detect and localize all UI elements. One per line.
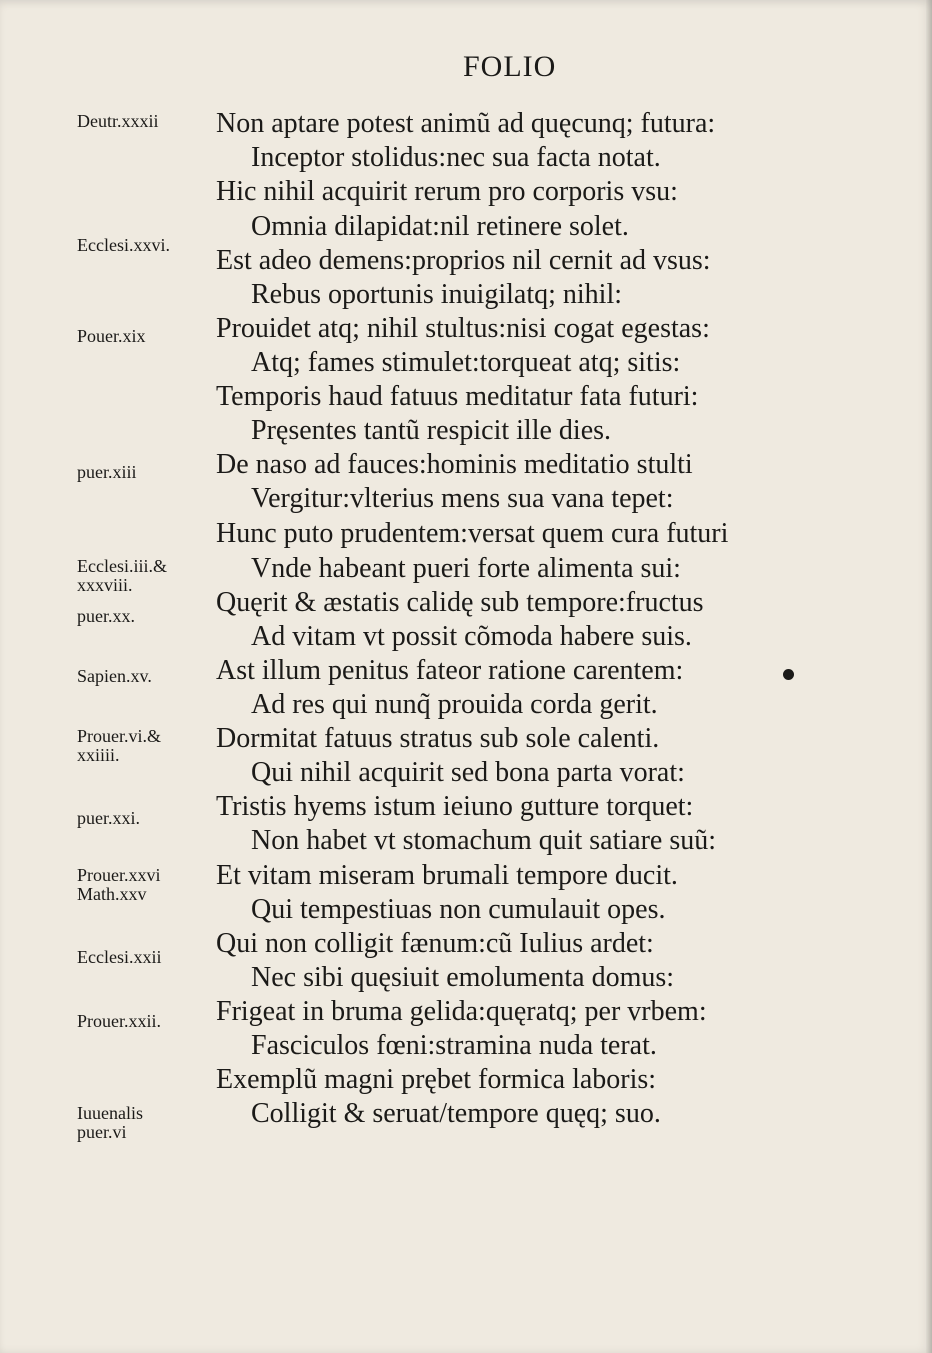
verse-line: Atq; fames stimulet:torqueat atq; sitis: xyxy=(251,347,681,378)
verse-line: Omnia dilapidat:nil retinere solet. xyxy=(251,211,629,242)
verse-line: Frigeat in bruma gelida:quęratq; per vrbem: xyxy=(216,996,707,1027)
verse-line: Pręsentes tantũ respicit ille dies. xyxy=(251,415,612,446)
verse-line: Temporis haud fatuus meditatur fata futuri: xyxy=(216,381,699,412)
verse-line: Nec sibi quęsiuit emolumenta domus: xyxy=(251,962,675,993)
page-edge-shadow xyxy=(926,0,932,1353)
verse-line: Hic nihil acquirit rerum pro corporis vsu: xyxy=(216,176,678,207)
margin-note: Prouer.xxvi Math.xxv xyxy=(77,865,161,904)
verse-line: Dormitat fatuus stratus sub sole calenti. xyxy=(216,723,660,754)
verse-line: Inceptor stolidus:nec sua facta notat. xyxy=(251,142,661,173)
verse-line: Fasciculos fœni:stramina nuda terat. xyxy=(251,1030,657,1061)
verse-line: Prouidet atq; nihil stultus:nisi cogat egestas: xyxy=(216,313,710,344)
verse-line: Tristis hyems istum ieiuno gutture torquet: xyxy=(216,791,694,822)
margin-note: Pouer.xix xyxy=(77,326,146,346)
ink-dot-mark xyxy=(783,669,794,680)
verse-line: Qui tempestiuas non cumulauit opes. xyxy=(251,894,666,925)
margin-note: Deutr.xxxii xyxy=(77,111,159,131)
verse-line: Ad vitam vt possit cõmoda habere suis. xyxy=(251,621,692,652)
margin-note: Ecclesi.iii.& xxxviii. xyxy=(77,556,167,595)
margin-note: Prouer.xxii. xyxy=(77,1011,161,1031)
verse-line: Exemplũ magni prębet formica laboris: xyxy=(216,1064,657,1095)
verse-line: Rebus oportunis inuigilatq; nihil: xyxy=(251,279,622,310)
margin-note: puer.xiii xyxy=(77,462,137,482)
verse-line: Quęrit & æstatis calidę sub tempore:fructus xyxy=(216,587,704,618)
verse-line: Vnde habeant pueri forte alimenta sui: xyxy=(251,553,681,584)
verse-line: Ast illum penitus fateor ratione carentem: xyxy=(216,655,684,686)
margin-note: Sapien.xv. xyxy=(77,666,152,686)
margin-note: Iuuenalis puer.vi xyxy=(77,1103,143,1142)
verse-line: De naso ad fauces:hominis meditatio stulti xyxy=(216,449,693,480)
verse-line: Et vitam miseram brumali tempore ducit. xyxy=(216,860,678,891)
verse-line: Est adeo demens:proprios nil cernit ad vsus: xyxy=(216,245,711,276)
verse-line: Vergitur:vlterius mens sua vana tepet: xyxy=(251,483,674,514)
margin-note: Prouer.vi.& xxiiii. xyxy=(77,726,161,765)
margin-note: puer.xx. xyxy=(77,606,135,626)
verse-line: Qui nihil acquirit sed bona parta vorat: xyxy=(251,757,685,788)
folio-heading: FOLIO xyxy=(463,50,557,83)
margin-note: Ecclesi.xxii xyxy=(77,947,162,967)
verse-line: Qui non colligit fænum:cũ Iulius ardet: xyxy=(216,928,654,959)
margin-note: Ecclesi.xxvi. xyxy=(77,235,170,255)
verse-line: Non habet vt stomachum quit satiare suũ: xyxy=(251,825,717,856)
margin-note: puer.xxi. xyxy=(77,808,140,828)
verse-line: Hunc puto prudentem:versat quem cura futuri xyxy=(216,518,729,549)
verse-line: Colligit & seruat/tempore quęq; suo. xyxy=(251,1098,661,1129)
verse-line: Non aptare potest animũ ad quęcunq; futura: xyxy=(216,108,716,139)
verse-line: Ad res qui nunq̃ prouida corda gerit. xyxy=(251,689,658,720)
